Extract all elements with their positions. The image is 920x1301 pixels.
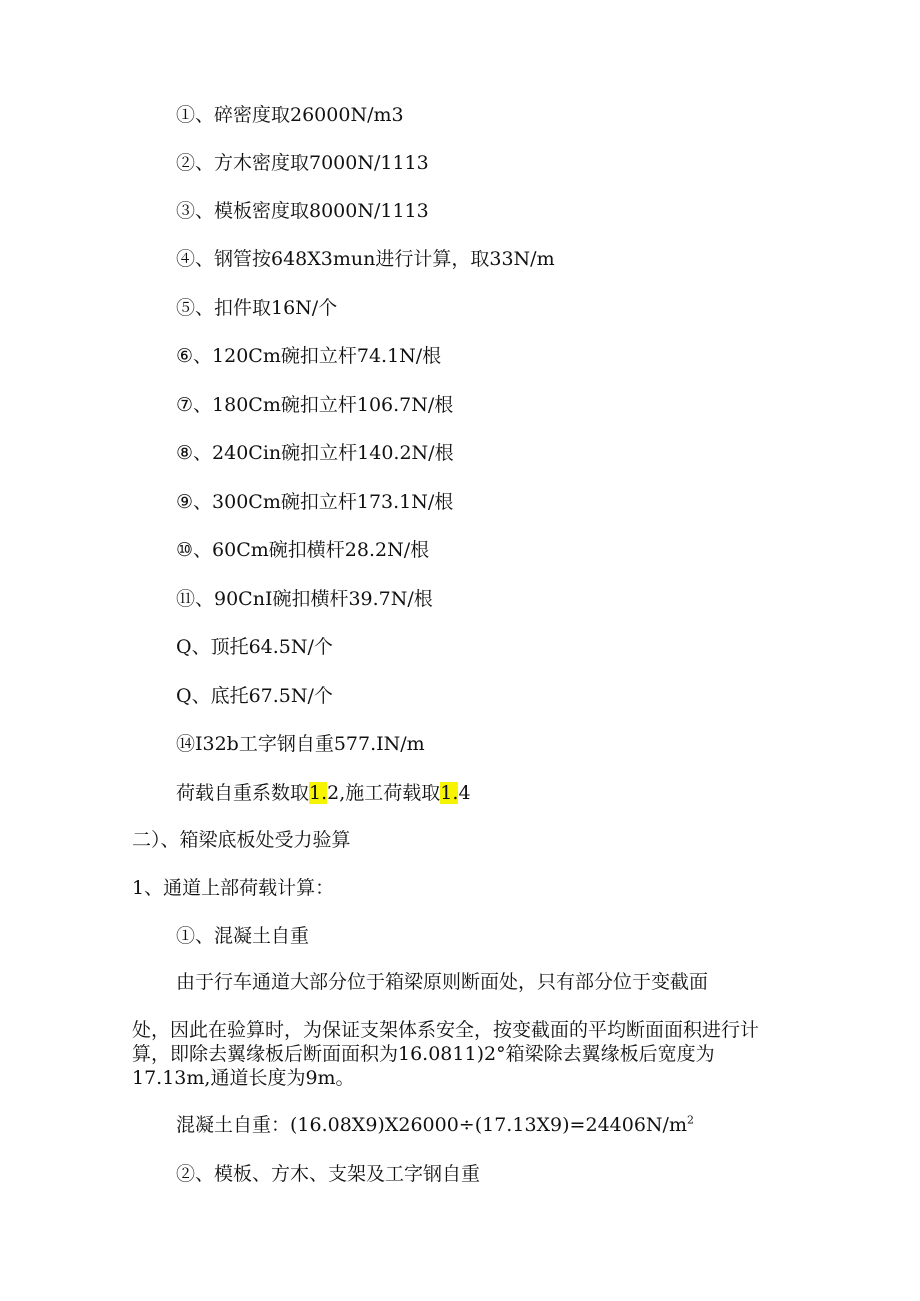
highlight-mark-1: 1. <box>309 782 328 804</box>
formula-text: 混凝土自重：(16.08X9)X26000÷(17.13X9)=24406N∕m <box>176 1114 687 1136</box>
material-item-3: ③、模板密度取8000N∕1113 <box>176 200 429 222</box>
material-item-4: ④、钢管按648X3mun进行计算，取33N∕m <box>176 248 555 270</box>
subsection-heading: 1、通道上部荷载计算： <box>132 877 335 899</box>
material-item-10: ⑩、60Cm碗扣横杆28.2N/根 <box>176 539 430 561</box>
material-item-7: ⑦、180Cm碗扣立杆106.7N/根 <box>176 394 454 416</box>
load-coefficient-text-1: 荷载自重系数取 <box>176 782 310 804</box>
material-item-12: Q、顶托64.5N/个 <box>176 636 333 658</box>
material-item-11: ⑪、90CnI碗扣横杆39.7N/根 <box>176 588 433 610</box>
material-item-5: ⑤、扣件取16N/个 <box>176 297 338 319</box>
formwork-weight-item: ②、模板、方木、支架及工字钢自重 <box>176 1163 481 1185</box>
material-item-1: ①、碎密度取26000N∕m3 <box>176 104 404 126</box>
concrete-formula <box>176 1113 694 1137</box>
paragraph-body: 处，因此在验算时，为保证支架体系安全，按变截面的平均断面面积进行计算，即除去翼缘板后断面面积为16.0811)2°箱梁除去翼缘板后宽度为17.13m,通道长度为9m。 <box>132 1019 760 1089</box>
material-item-14: ⑭I32b工字钢自重577.IN/m <box>176 733 425 755</box>
material-item-9: ⑨、300Cm碗扣立杆173.1N/根 <box>176 491 454 513</box>
paragraph-first-line: 由于行车通道大部分位于箱梁原则断面处，只有部分位于变截面 <box>176 971 709 993</box>
load-coefficient-text-3: 4 <box>458 782 471 804</box>
material-item-13: Q、底托67.5N/个 <box>176 685 333 707</box>
material-item-6: ⑥、120Cm碗扣立杆74.1N/根 <box>176 345 442 367</box>
section-heading: 二）、箱梁底板处受力验算 <box>132 829 351 851</box>
concrete-weight-item: ①、混凝土自重 <box>176 925 310 947</box>
formula-superscript: 2 <box>686 1113 694 1127</box>
load-coefficient-text-2: 2,施工荷载取 <box>327 782 441 804</box>
load-coefficient-line <box>176 781 471 805</box>
material-item-8: ⑧、240Cin碗扣立杆140.2N/根 <box>176 442 454 464</box>
highlight-mark-2: 1. <box>440 782 459 804</box>
material-item-2: ②、方木密度取7000N∕1113 <box>176 152 429 174</box>
